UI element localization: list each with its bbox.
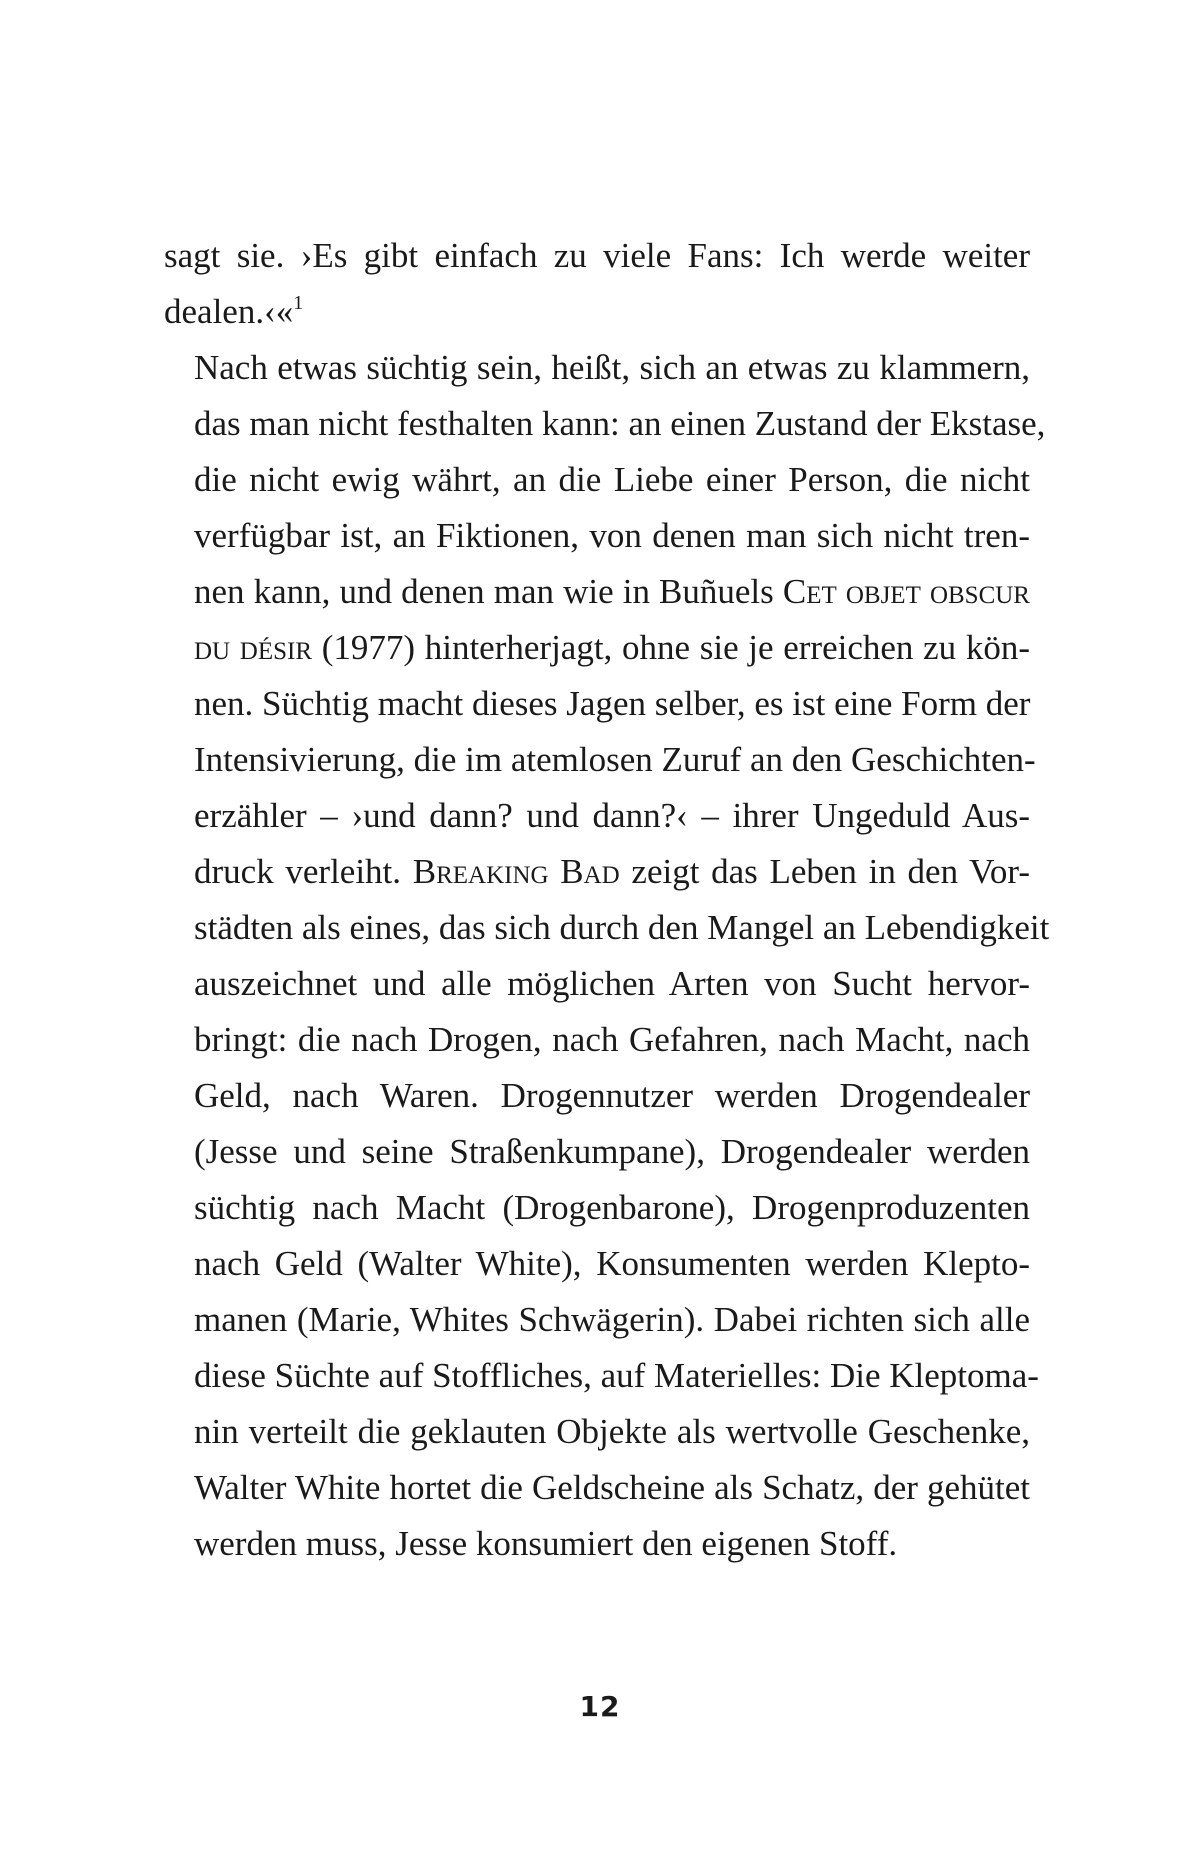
text-line: Geld, nach Waren. Drogennutzer werden Drogendealer [194,1076,1030,1115]
text-line [164,564,1030,620]
text-line: auszeichnet und alle möglichen Arten von Sucht hervor- [194,964,1030,1003]
text-line: nin verteilt die geklauten Objekte als wertvolle Geschenke, [194,1412,1030,1451]
text-line: süchtig nach Macht (Drogenbarone), Drogenproduzenten [194,1188,1030,1227]
text-line [164,284,1030,340]
text-line: bringt: die nach Drogen, nach Gefahren, nach Macht, nach [194,1020,1030,1059]
text-line: Walter White hortet die Geldscheine als Schatz, der gehütet [194,1468,1030,1507]
text-line [164,844,1030,900]
text-line: städten als eines, das sich durch den Mangel an Lebendigkeit [194,908,1050,947]
text-line: diese Süchte auf Stoffliches, auf Materielles: Die Kleptoma- [194,1356,1039,1395]
text-line: verfügbar ist, an Fiktionen, von denen man sich nicht tren- [194,516,1030,555]
page-number: 12 [579,1690,621,1723]
text-line: nen. Süchtig macht dieses Jagen selber, es ist eine Form der [194,684,1031,723]
paragraph-main [164,340,1050,1572]
text-fragment: dealen.‹« [164,292,294,331]
film-title: du désir [194,628,313,667]
text-fragment: nen kann, und denen man wie in Buñuels [194,572,774,611]
text-line: sagt sie. ›Es gibt einfach zu viele Fans: Ich werde weiter [164,236,1030,275]
text-line: die nicht ewig währt, an die Liebe einer Person, die nicht [194,460,1030,499]
text-fragment: druck verleiht. [194,852,402,891]
text-line [164,620,1030,676]
text-line: nach Geld (Walter White), Konsumenten werden Klepto- [194,1244,1030,1283]
footnote-marker: 1 [293,292,304,314]
text-fragment: (1977) hinterherjagt, ohne sie je erreichen zu kön- [321,628,1030,667]
text-line: Nach etwas süchtig sein, heißt, sich an etwas zu klammern, [194,348,1030,387]
paragraph-quote-end [164,228,1030,340]
body-text [164,228,1050,1572]
film-title: Cet objet obscur [782,572,1030,611]
text-line: Intensivierung, die im atemlosen Zuruf an den Geschichten- [194,740,1036,779]
text-line: das man nicht festhalten kann: an einen Zustand der Ekstase, [194,404,1046,443]
text-line: erzähler – ›und dann? und dann?‹ – ihrer Ungeduld Aus- [194,796,1030,835]
text-line: (Jesse und seine Straßenkumpane), Drogendealer werden [194,1132,1030,1171]
text-line: werden muss, Jesse konsumiert den eigenen Stoff. [194,1524,898,1563]
series-title: Breaking Bad [412,852,620,891]
text-fragment: zeigt das Leben in den Vor- [631,852,1031,891]
text-line: manen (Marie, Whites Schwägerin). Dabei richten sich alle [194,1300,1030,1339]
